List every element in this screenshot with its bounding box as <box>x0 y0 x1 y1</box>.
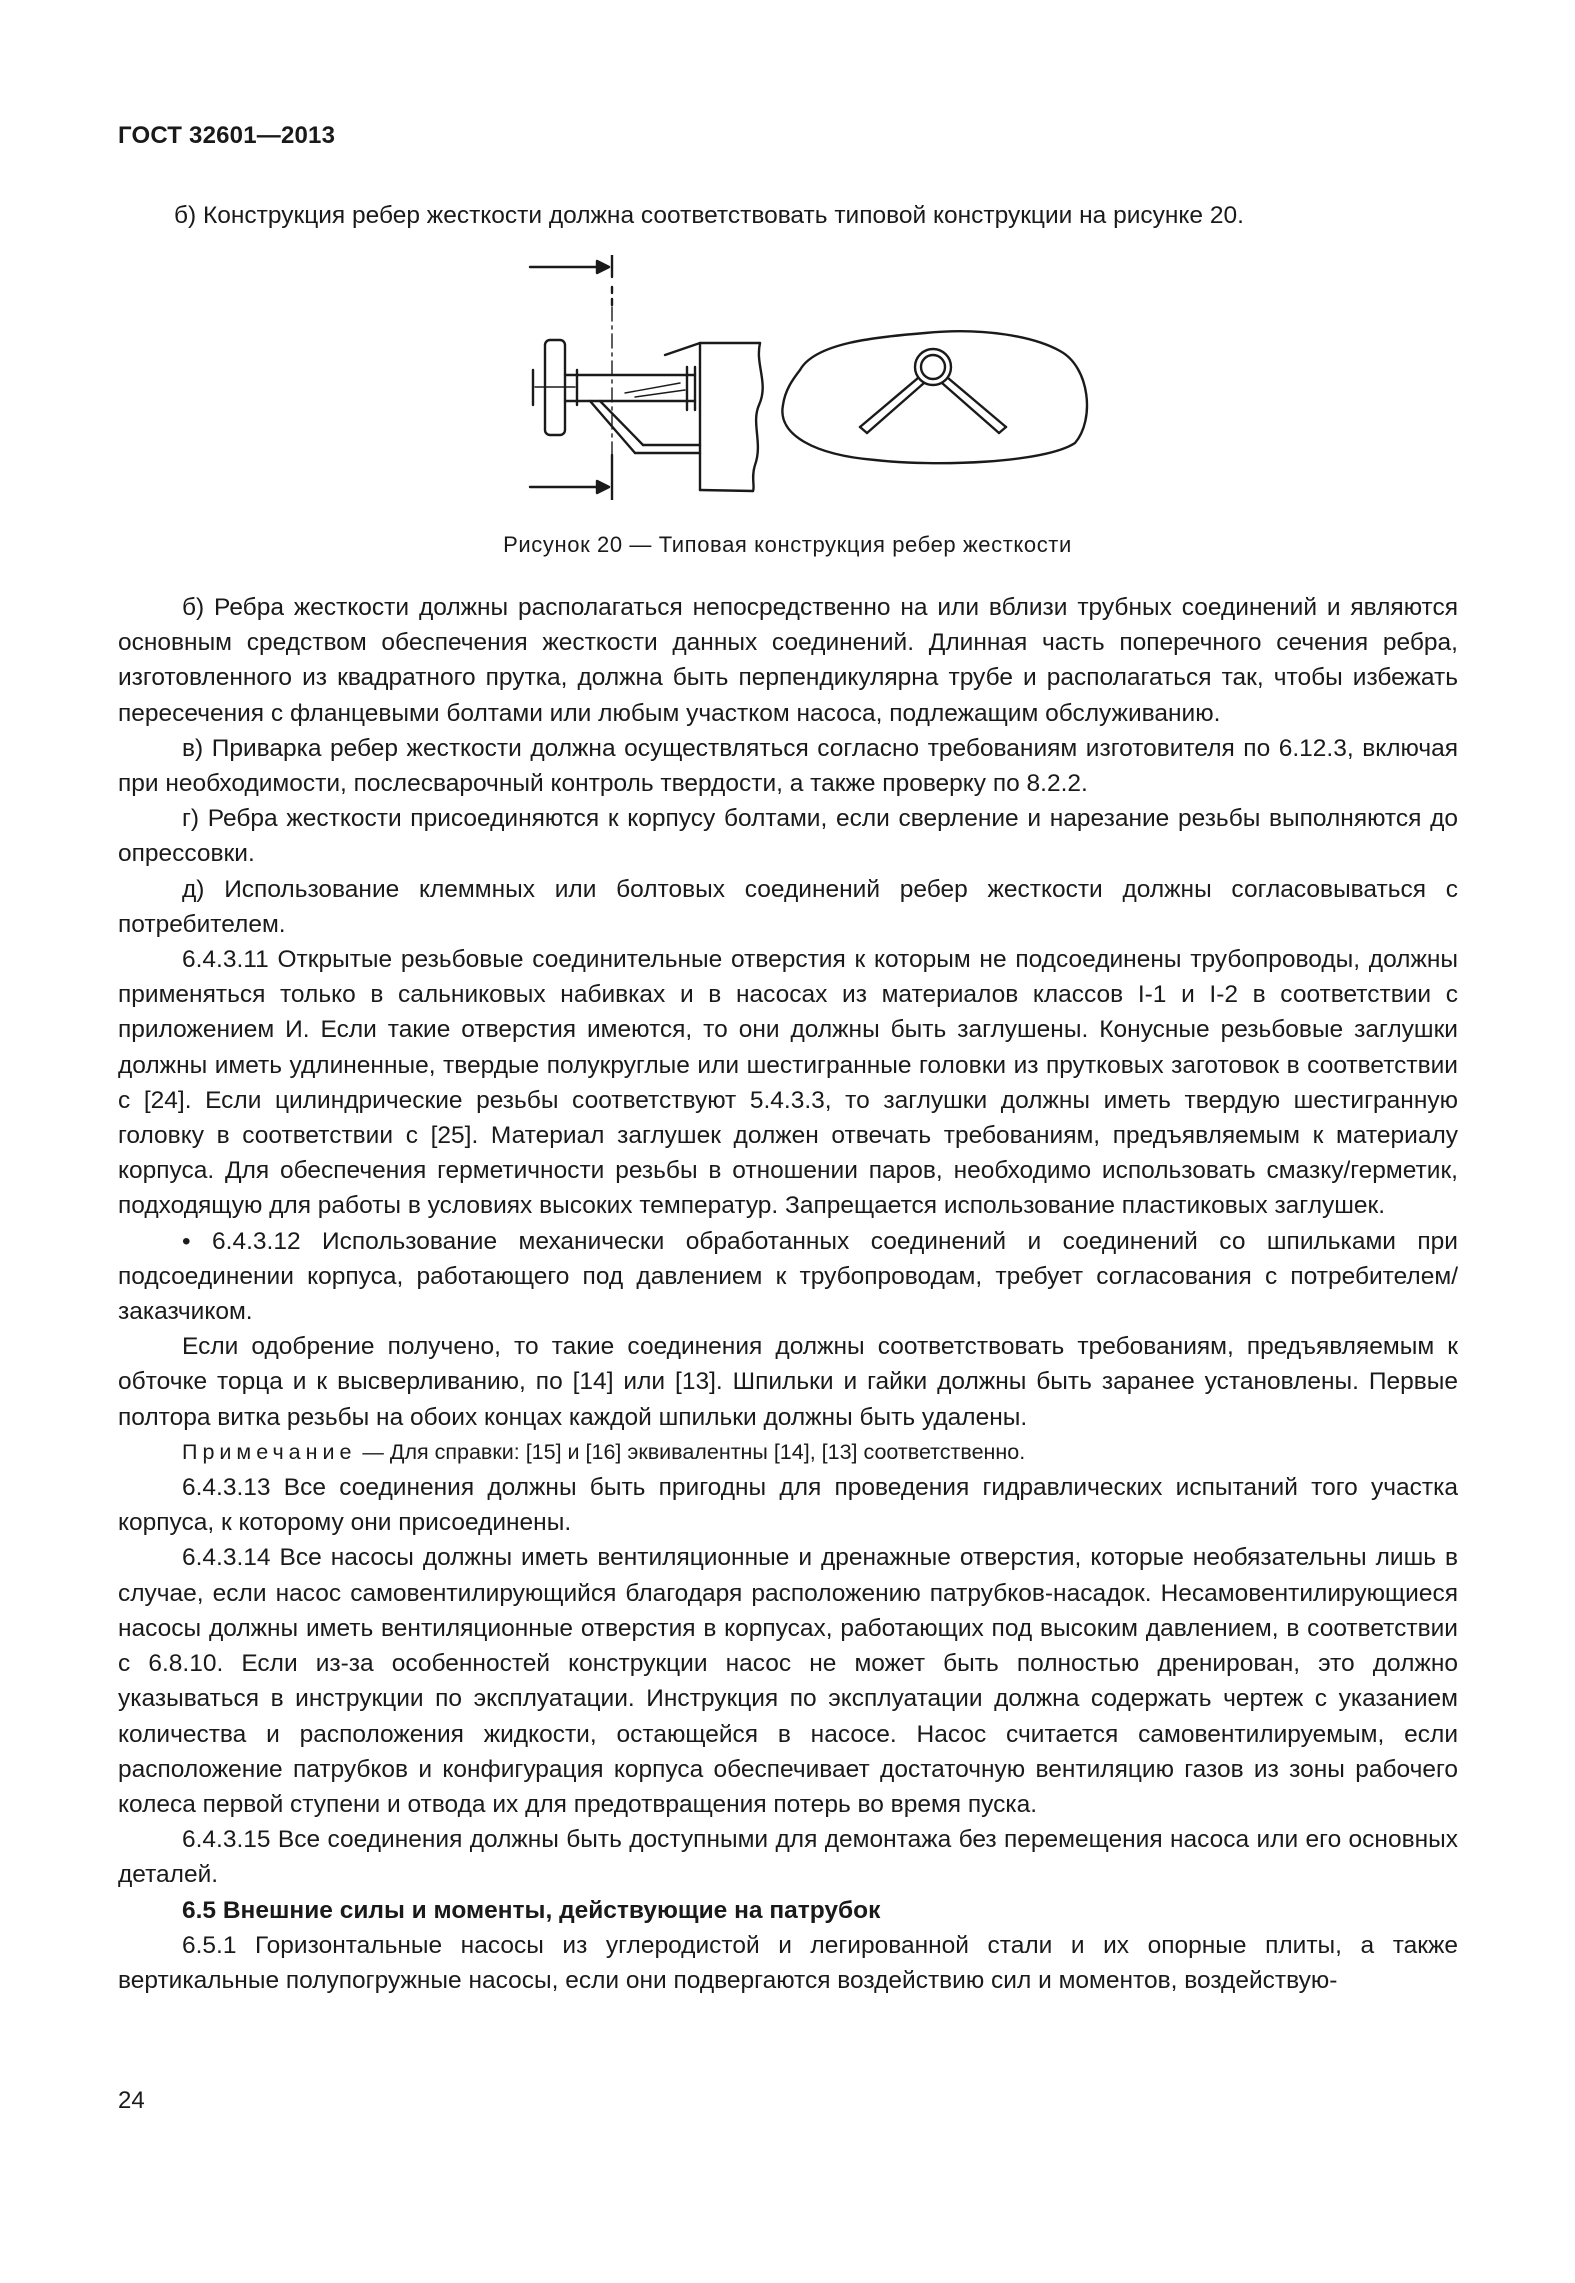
body-paragraph: Если одобрение получено, то такие соединения должны соответствовать требованиям, предъявляемым к обточке торца и к высверливанию, по [14] или [13]. Шпильки и гайки должны быть заранее установлены. Первые полтора витка резьбы на обоих концах каждой шпильки должны быть удалены. <box>118 1333 1458 1431</box>
note-paragraph <box>118 1435 1458 1470</box>
note-label: Примечание <box>182 1439 357 1464</box>
casing-wall-shape <box>665 343 763 491</box>
body-paragraph: 6.4.3.14 Все насосы должны иметь вентиляционные и дренажные отверстия, которые необязательны лишь в случае, если насос самовентилирующийся благодаря расположению патрубков-насадок. Несамовентилирующиеся насосы должны иметь вентиляционные отверстия в корпусах, работающих под высоким давлением, в соответствии с 6.8.10. Если из-за особенностей конструкции насос не может быть полностью дренирован, это должно указываться в инструкции по эксплуатации. Инструкция по эксплуатации должна содержать чертеж с указанием количества и расположения жидкости, остающейся в насосе. Насос считается самовентилируемым, если расположение патрубков и конфигурация корпуса обеспечивает достаточную вентиляцию газов из зоны рабочего колеса первой ступени и отвода их для предотвращения потерь во время пуска. <box>118 1544 1458 1818</box>
page-number: 24 <box>118 2087 145 2114</box>
body-paragraph: в) Приварка ребер жесткости должна осуществляться согласно требованиям изготовителя по 6.12.3, включая при необходимости, послесварочный контроль твердости, а также проверку по 8.2.2. <box>118 734 1458 798</box>
intro-block <box>118 198 1458 233</box>
body-paragraph: г) Ребра жесткости присоединяются к корпусу болтами, если сверление и нарезание резьбы выполняются до опрессовки. <box>118 805 1458 868</box>
figure-20-drawing <box>515 255 1145 500</box>
intro-paragraph: б) Конструкция ребер жесткости должна соответствовать типовой конструкции на рисунке 20. <box>174 202 1244 229</box>
body-paragraph: 6.4.3.15 Все соединения должны быть доступными для демонтажа без перемещения насоса или его основных деталей. <box>118 1826 1458 1889</box>
body-paragraph: б) Ребра жесткости должны располагаться непосредственно на или вблизи трубных соединений и являются основным средством обеспечения жесткости данных соединений. Длинная часть поперечного сечения ребра, изготовленного из квадратного прутка, должна быть перпендикулярна трубе и располагаться так, чтобы избежать пересечения с фланцевыми болтами или любым участком насоса, подлежащим обслуживанию. <box>118 594 1458 727</box>
flange-shape <box>533 340 577 435</box>
dimension-arrow-bottom <box>530 455 612 500</box>
section-heading: 6.5 Внешние силы и моменты, действующие на патрубок <box>182 1896 881 1924</box>
note-text: — Для справки: [15] и [16] эквивалентны [14], [13] соответственно. <box>356 1439 1026 1464</box>
body-paragraph: д) Использование клеммных или болтовых соединений ребер жесткости должны согласовываться с потребителем. <box>118 875 1458 938</box>
gusset-shape <box>590 383 700 453</box>
body-paragraph: 6.4.3.11 Открытые резьбовые соединительные отверстия к которым не подсоединены трубопроводы, должны применяться только в сальниковых набивках и в насосах из материалов классов I-1 и I-2 в соответствии с приложением И. Если такие отверстия имеются, то они должны быть заглушены. Конусные резьбовые заглушки должны иметь удлиненные, твердые полукруглые или шестигранные головки из прутковых заготовок в соответствии с [24]. Если цилиндрические резьбы соответствуют 5.4.3.3, то заглушки должны иметь твердую шестигранную головку в соответствии с [25]. Материал заглушек должен отвечать требованиям, предъявляемым к материалу корпуса. Для обеспечения герметичности резьбы в отношении паров, необходимо использовать смазку/герметик, подходящую для работы в условиях высоких температур. Запрещается использование пластиковых заглушек. <box>118 946 1458 1220</box>
figure-caption: Рисунок 20 — Типовая конструкция ребер жесткости <box>503 532 1072 557</box>
body-text <box>118 590 1458 1998</box>
body-paragraph: • 6.4.3.12 Использование механически обработанных соединений и соединений со шпильками при подсоединении корпуса, работающего под давлением к трубопроводам, требует согласования с потребителем/заказчиком. <box>118 1227 1458 1326</box>
document-header: ГОСТ 32601—2013 <box>118 122 336 149</box>
pipe-shape <box>565 367 695 410</box>
body-paragraph: 6.5.1 Горизонтальные насосы из углеродистой и легированной стали и их опорные плиты, а также вертикальные полупогружные насосы, если они подвергаются воздействию сил и моментов, воздействую- <box>118 1931 1458 1994</box>
body-paragraph: 6.4.3.13 Все соединения должны быть пригодны для проведения гидравлических испытаний того участка корпуса, к которому они присоединены. <box>118 1474 1458 1537</box>
pipe-cross-section-view <box>782 331 1087 463</box>
dimension-arrow-top <box>530 255 612 307</box>
